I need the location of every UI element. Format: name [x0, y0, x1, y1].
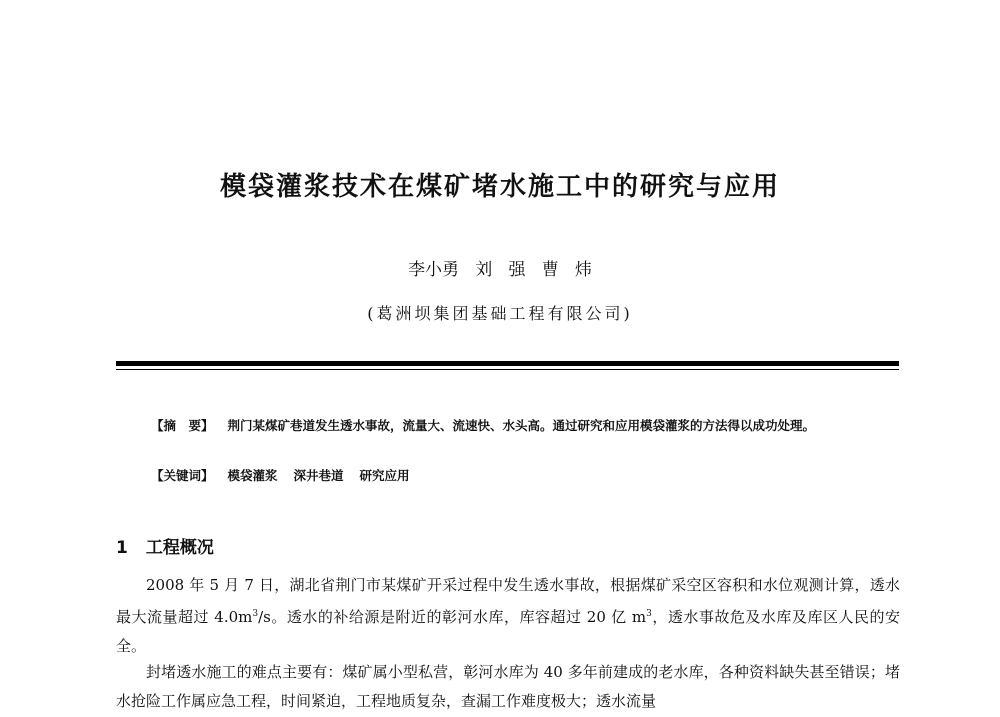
keyword: 深井巷道 — [293, 468, 344, 483]
paragraph-text: /s。透水的补给源是附近的彰河水库，库容超过 20 亿 m — [258, 608, 647, 626]
keywords-label: 【关键词】 — [151, 468, 214, 483]
section-number: 1 — [116, 538, 128, 558]
section-title: 工程概况 — [145, 538, 214, 558]
abstract-text: 荆门某煤矿巷道发生透水事故，流量大、流速快、水头高。通过研究和应用模袋灌浆的方法得以成功处理。 — [227, 418, 816, 433]
abstract — [151, 414, 871, 437]
header-rule-thick — [116, 361, 899, 366]
paragraph-text: ，透水事故危及水库及库区人民的安全。 — [116, 608, 900, 655]
paragraph-text: 2008 年 5 月 7 日，湖北省荆门市某煤矿开采过程中发生透水事故，根据煤矿采空区容积和水位观测计算，透水最大流量超过 4.0m — [116, 576, 900, 626]
body-paragraph — [116, 571, 900, 661]
keyword: 研究应用 — [359, 468, 410, 483]
keyword: 模袋灌浆 — [227, 468, 278, 483]
abstract-label: 【摘 要】 — [151, 418, 214, 433]
author-affiliation: (葛洲坝集团基础工程有限公司) — [367, 304, 633, 323]
author-list: 李小勇 刘 强 曹 炜 — [408, 260, 592, 280]
superscript: 3 — [252, 609, 259, 619]
superscript: 3 — [646, 609, 652, 619]
section-heading — [116, 533, 214, 558]
body-paragraph: 封堵透水施工的难点主要有：煤矿属小型私营，彰河水库为 40 多年前建成的老水库，各种资料缺失甚至错误；堵水抢险工作属应急工程，时间紧迫，工程地质复杂，查漏工作难度极大；透水流量 — [116, 663, 900, 710]
keywords — [151, 464, 871, 487]
header-rule-thin — [116, 369, 899, 370]
paper-title: 模袋灌浆技术在煤矿堵水施工中的研究与应用 — [219, 172, 780, 202]
